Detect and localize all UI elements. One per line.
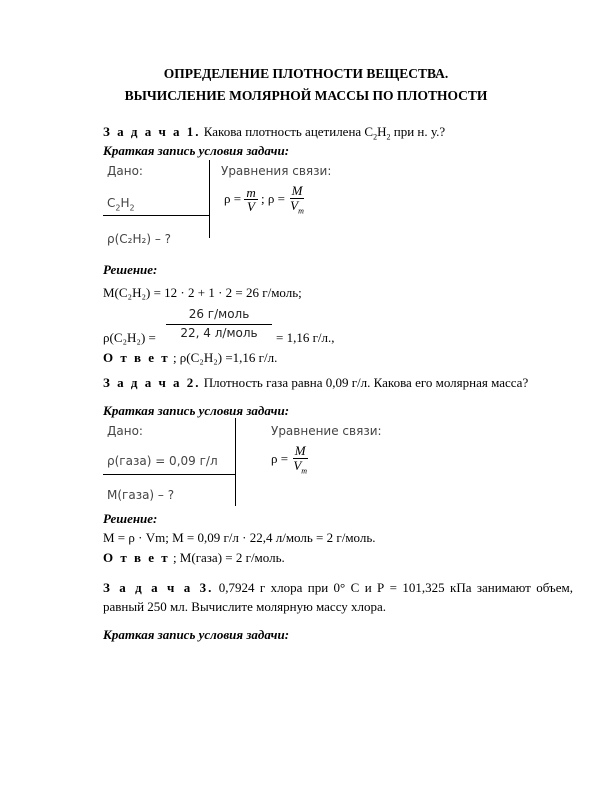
task2-solution-label: Решение:	[103, 511, 158, 526]
task1-substance: $C_2H_2$	[107, 196, 135, 213]
task1-label: З а д а ч а 1.	[103, 124, 201, 139]
task1-answer: О т в е т ; ρ(C₂H₂) =1,16 г/л.	[103, 350, 278, 365]
task1-solution-label: Решение:	[103, 262, 158, 277]
task1-relations-title: Уравнения связи:	[221, 164, 332, 178]
task2-formula: ρ = $\frac{M}{V_m}$	[271, 443, 308, 476]
task2-vertical-divider	[235, 418, 236, 506]
page-title-line-2: ВЫЧИСЛЕНИЕ МОЛЯРНОЙ МАССЫ ПО ПЛОТНОСТИ	[124, 88, 488, 103]
task3-statement	[103, 578, 573, 616]
task1-fraction-bar	[166, 324, 272, 325]
task1-find: ρ(C₂H₂) – ?	[107, 232, 172, 246]
page-title-line-1: ОПРЕДЕЛЕНИЕ ПЛОТНОСТИ ВЕЩЕСТВА.	[163, 66, 449, 81]
task1-vertical-divider	[209, 160, 210, 238]
task1-denominator: 22, 4 л/моль	[180, 326, 258, 340]
task2-given: Дано:	[107, 424, 143, 438]
task2-calculation: M = ρ · Vm; M = 0,09 г/л · 22,4 л/моль = 2 г/моль.	[103, 530, 376, 545]
task1-rho-lhs: ρ(C₂H₂) =	[103, 330, 156, 345]
task2-question: Плотность газа равна 0,09 г/л. Какова его молярная масса?	[203, 375, 529, 390]
task3-text: 0,7924 г хлора при 0° С и Р = 101,325 кПа занимают объем, равный 250 мл. Вычислите молярную массу хлора.	[103, 580, 573, 614]
task1-short-label: Краткая запись условия задачи:	[103, 143, 290, 158]
task1-formula: ρ = $\frac{m}{V}$ ; ρ = $\frac{M}{V_m}$	[224, 183, 304, 216]
task1-statement: З а д а ч а 1. Какова плотность ацетилена $C_2H_2$ при н. у.?	[103, 124, 446, 142]
task2-label: З а д а ч а 2.	[103, 375, 201, 390]
task2-divider	[103, 474, 235, 475]
task1-result: = 1,16 г/л.,	[276, 330, 335, 345]
task1-given: Дано:	[107, 164, 143, 178]
task1-question-a: Какова плотность ацетилена C	[203, 124, 374, 139]
task3-label: З а д а ч а 3.	[103, 580, 214, 595]
task3-short-label: Краткая запись условия задачи:	[103, 627, 290, 642]
task2-relations-title: Уравнение связи:	[271, 424, 382, 438]
task1-divider	[103, 215, 209, 216]
task2-short-label: Краткая запись условия задачи:	[103, 403, 290, 418]
task1-molar-mass: M(C₂H₂) = 12 · 2 + 1 · 2 = 26 г/моль;	[103, 285, 302, 300]
task2-statement	[103, 375, 528, 391]
task1-question-b: H	[377, 124, 387, 139]
task1-numerator: 26 г/моль	[188, 307, 250, 321]
task2-condition: ρ(газа) = 0,09 г/л	[107, 454, 218, 468]
task2-find: M(газа) – ?	[107, 488, 175, 502]
task1-question-c: при н. у.?	[390, 124, 446, 139]
task2-answer: О т в е т ; M(газа) = 2 г/моль.	[103, 550, 285, 565]
